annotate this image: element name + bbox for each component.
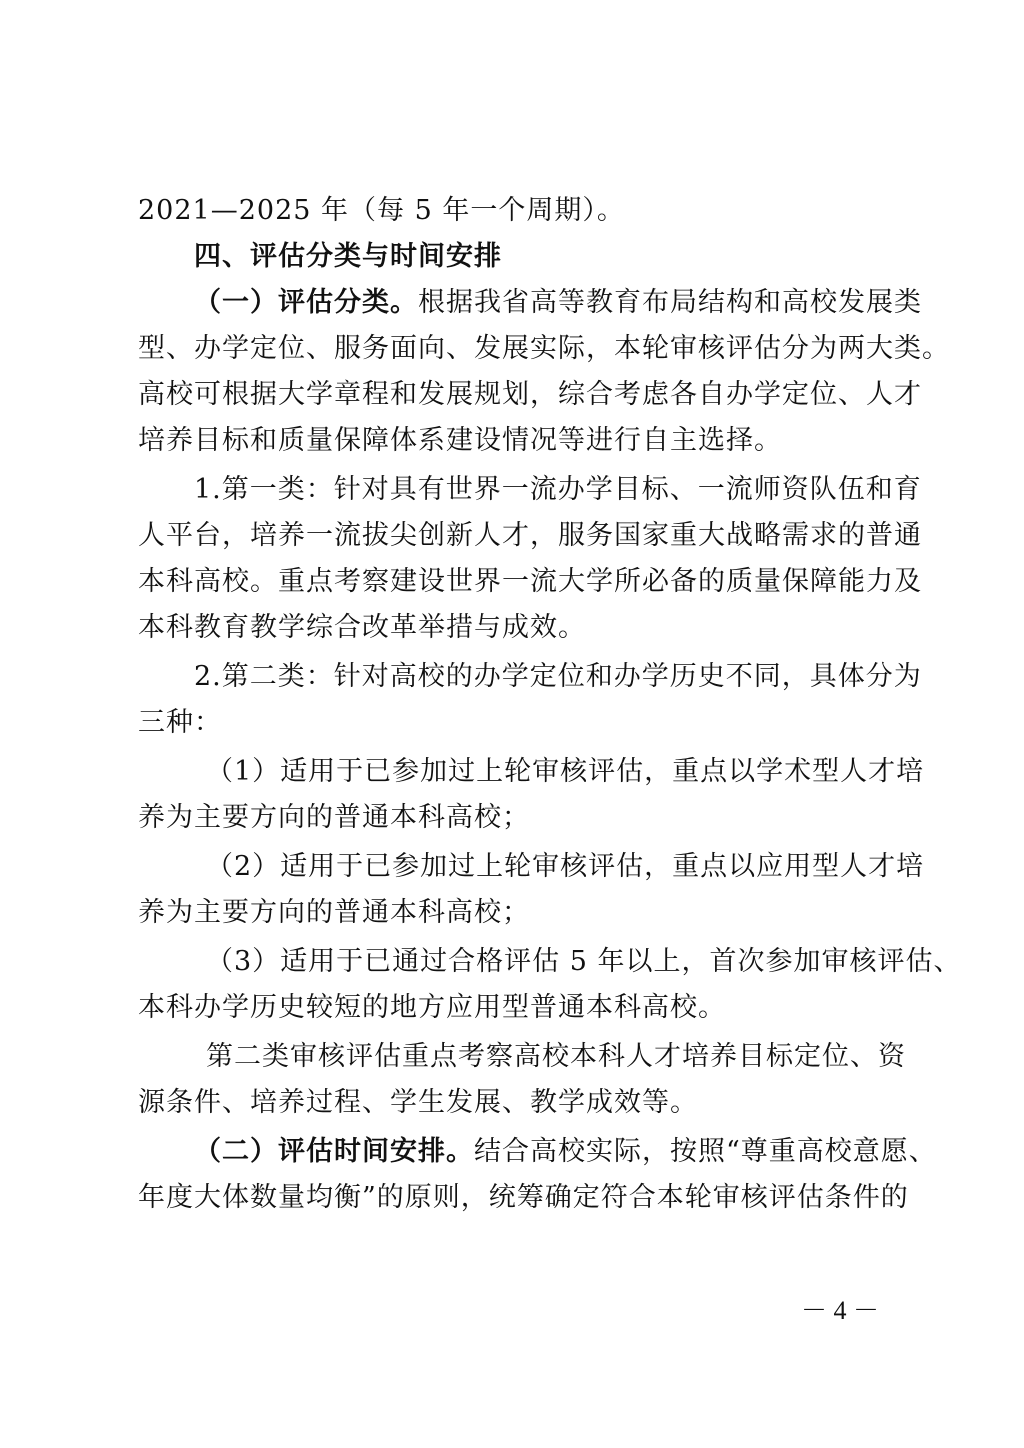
document-body [138,188,962,1221]
paragraph-line: 本科高校。重点考察建设世界一流大学所必备的质量保障能力及 [138,566,922,597]
list-item-line: （3）适用于已通过合格评估 5 年以上，首次参加审核评估、 [206,946,962,977]
list-item-line: （2）适用于已参加过上轮审核评估，重点以应用型人才培 [206,851,925,882]
paragraph-line: 培养目标和质量保障体系建设情况等进行自主选择。 [138,425,782,456]
paragraph-line: 第二类审核评估重点考察高校本科人才培养目标定位、资 [206,1041,906,1072]
paragraph-line: 源条件、培养过程、学生发展、教学成效等。 [138,1087,698,1118]
paragraph-line: 人平台，培养一流拔尖创新人才，服务国家重大战略需求的普通 [138,520,922,551]
text-line: 2021—2025 年（每 5 年一个周期）。 [138,195,625,226]
subsection-lead: （二）评估时间安排。 [194,1136,474,1167]
page-number: － 4 － [800,1296,879,1325]
paragraph-line: 本科教育教学综合改革举措与成效。 [138,612,586,643]
list-item-line: 本科办学历史较短的地方应用型普通本科高校。 [138,992,726,1023]
list-item-line: （1）适用于已参加过上轮审核评估，重点以学术型人才培 [206,756,925,787]
paragraph-text: 根据我省高等教育布局结构和高校发展类 [418,287,922,318]
paragraph-text: 结合高校实际，按照“尊重高校意愿、 [474,1136,937,1167]
paragraph-line [138,1129,937,1175]
paragraph-line: 高校可根据大学章程和发展规划，综合考虑各自办学定位、人才 [138,379,922,410]
subsection-lead: （一）评估分类。 [194,287,418,318]
list-item-line: 养为主要方向的普通本科高校； [138,802,530,833]
list-item-line: 养为主要方向的普通本科高校； [138,897,530,928]
paragraph-line: 型、办学定位、服务面向、发展实际，本轮审核评估分为两大类。 [138,333,950,364]
paragraph-line: 三种： [138,707,222,738]
paragraph-line: 2.第二类：针对高校的办学定位和办学历史不同，具体分为 [194,661,922,692]
section-heading: 四、评估分类与时间安排 [194,241,502,272]
paragraph-line [138,280,922,326]
paragraph-line: 1.第一类：针对具有世界一流办学目标、一流师资队伍和育 [194,474,922,505]
paragraph-line: 年度大体数量均衡”的原则，统筹确定符合本轮审核评估条件的 [138,1182,909,1213]
